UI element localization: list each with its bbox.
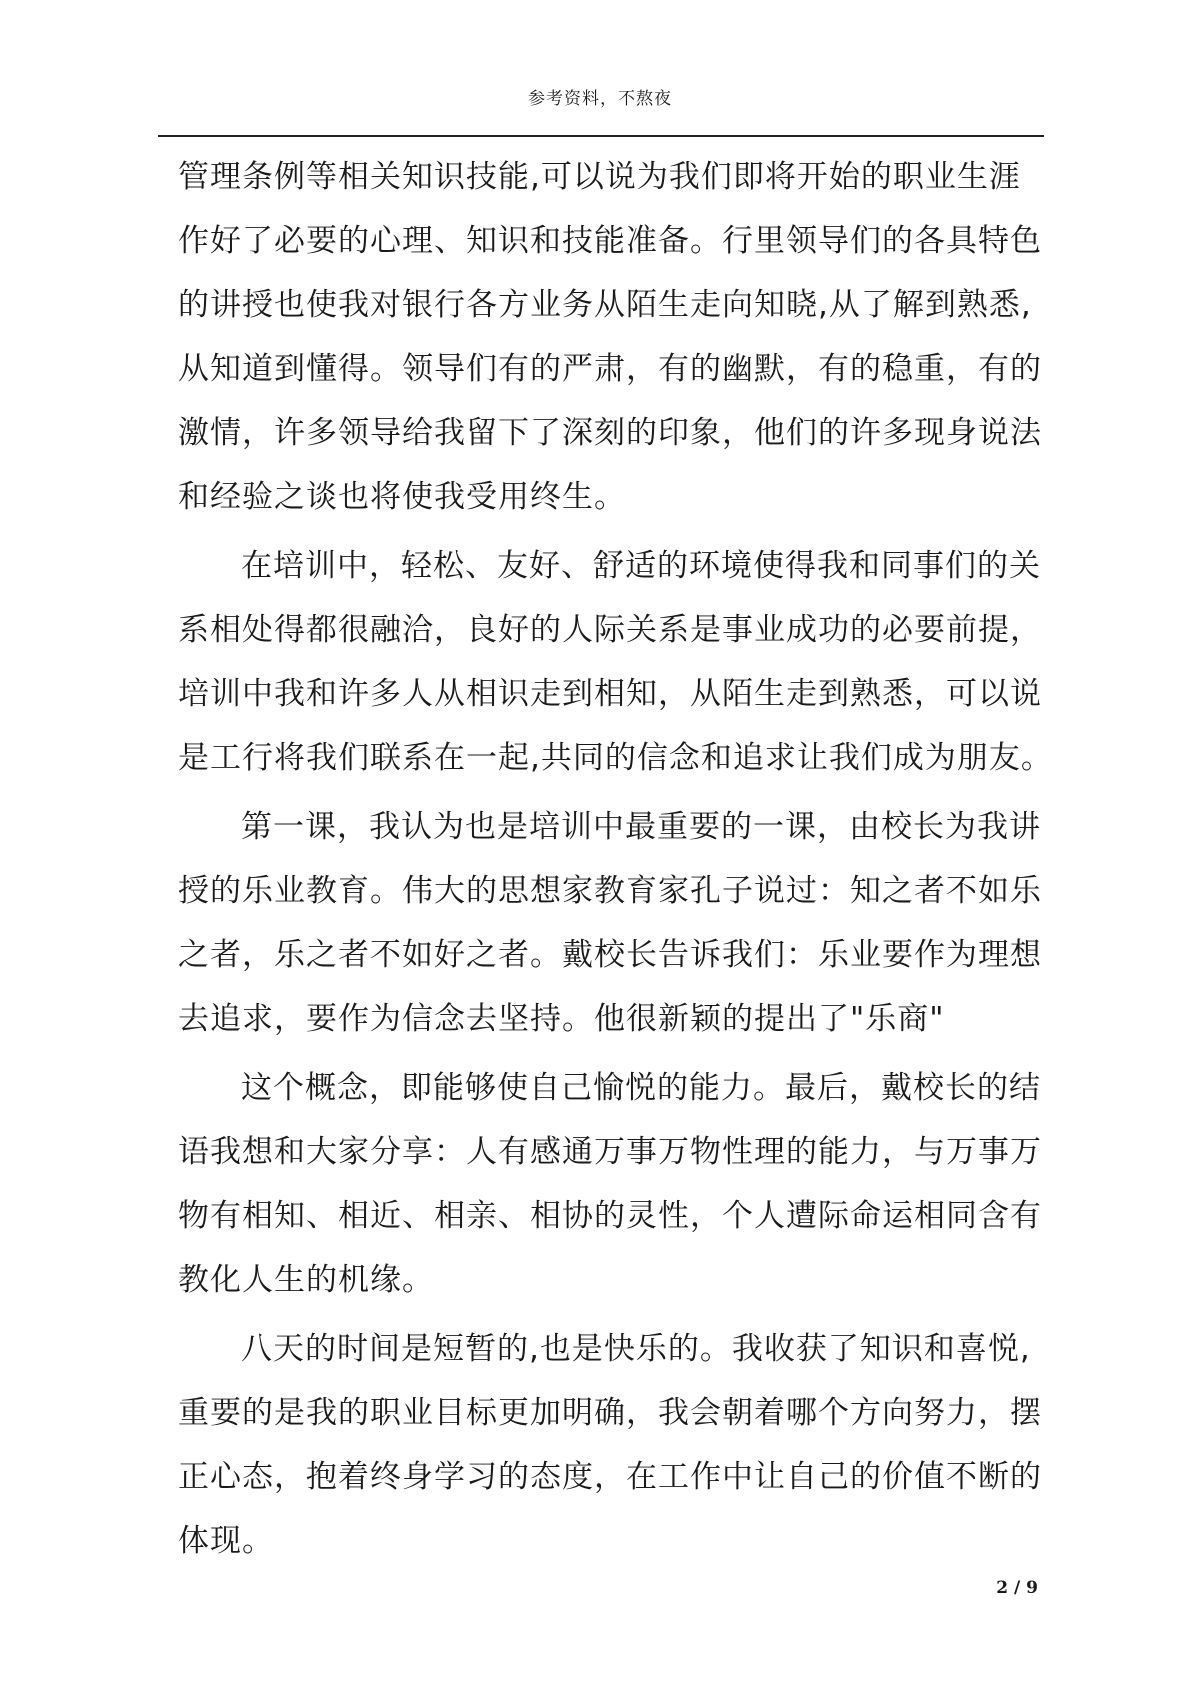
text-line: 这个概念，即能够使自己愉悦的能力。最后，戴校长的结 <box>241 1070 1041 1106</box>
text-line: 物有相知、相近、相亲、相协的灵性，个人遭际命运相同含有 <box>178 1198 1042 1234</box>
text-line: 第一课，我认为也是培训中最重要的一课，由校长为我讲 <box>241 809 1041 845</box>
paragraph <box>178 795 1040 1051</box>
text-line: 重要的是我的职业目标更加明确，我会朝着哪个方向努力，摆 <box>178 1395 1042 1431</box>
text-line: 语我想和大家分享：人有感通万事万物性理的能力，与万事万 <box>178 1134 1042 1170</box>
text-line: 激情，许多领导给我留下了深刻的印象，他们的许多现身说法 <box>178 415 1042 451</box>
text-line: 和经验之谈也将使我受用终生。 <box>178 479 626 515</box>
text-line: 系相处得都很融洽，良好的人际关系是事业成功的必要前提， <box>178 612 1042 648</box>
text-line: 管理条例等相关知识技能,可以说为我们即将开始的职业生涯 <box>178 159 1021 195</box>
text-line: 的讲授也使我对银行各方业务从陌生走向知晓,从了解到熟悉, <box>178 287 1032 323</box>
text-line: 教化人生的机缘。 <box>178 1262 434 1298</box>
text-line: 在培训中，轻松、友好、舒适的环境使得我和同事们的关 <box>241 548 1041 584</box>
text-line: 培训中我和许多人从相识走到相知，从陌生走到熟悉，可以说 <box>178 676 1042 712</box>
text-line: 从知道到懂得。领导们有的严肃，有的幽默，有的稳重，有的 <box>178 351 1042 387</box>
paragraph <box>178 145 1040 529</box>
text-line: 八天的时间是短暂的,也是快乐的。我收获了知识和喜悦, <box>241 1331 1031 1367</box>
paragraph <box>178 534 1053 790</box>
text-line: 之者，乐之者不如好之者。戴校长告诉我们：乐业要作为理想 <box>178 937 1042 973</box>
text-line: 去追求，要作为信念去坚持。他很新颖的提出了"乐商" <box>178 1001 945 1037</box>
page-header: 参考资料，不熬夜 <box>528 89 672 109</box>
text-line: 是工行将我们联系在一起,共同的信念和追求让我们成为朋友。 <box>178 740 1053 776</box>
text-line: 作好了必要的心理、知识和技能准备。行里领导们的各具特色 <box>178 223 1042 259</box>
text-line: 授的乐业教育。伟大的思想家教育家孔子说过：知之者不如乐 <box>178 873 1042 909</box>
text-line: 体现。 <box>178 1523 274 1559</box>
document-body <box>178 145 1053 1573</box>
paragraph <box>178 1056 1040 1312</box>
page-number: 2 / 9 <box>996 1578 1038 1598</box>
paragraph <box>178 1317 1040 1573</box>
text-line: 正心态，抱着终身学习的态度，在工作中让自己的价值不断的 <box>178 1459 1042 1495</box>
header-divider <box>158 135 1044 137</box>
